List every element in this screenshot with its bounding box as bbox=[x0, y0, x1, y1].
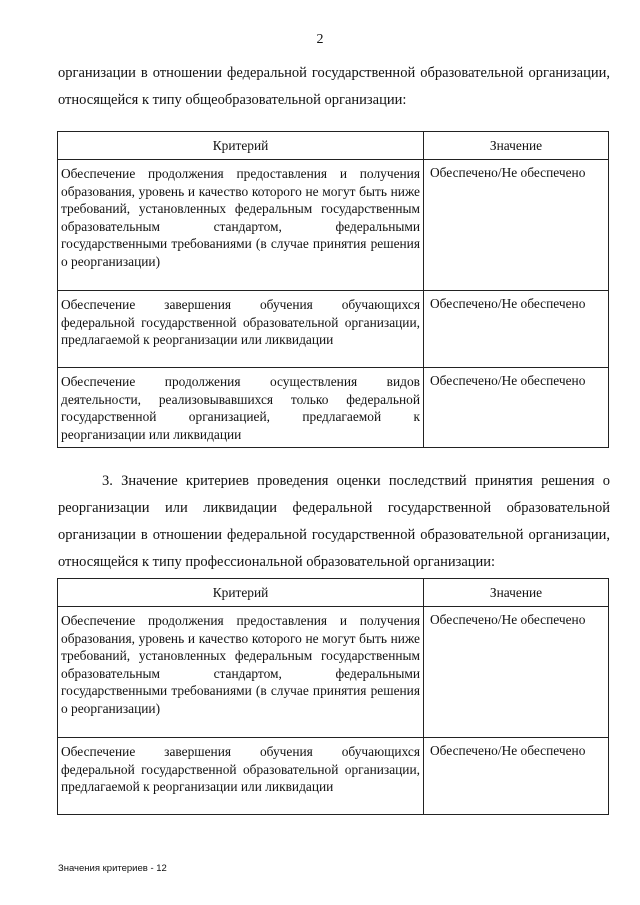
table-row bbox=[58, 160, 609, 291]
table-row bbox=[58, 607, 609, 738]
page-number: 2 bbox=[316, 32, 324, 47]
criterion-cell: Обеспечение завершения обучения обучающихся федеральной государственной образовательной организации, предлагаемой к реорганизации или ликвидации bbox=[58, 738, 424, 815]
table-row bbox=[58, 738, 609, 815]
criterion-cell: Обеспечение продолжения предоставления и получения образования, уровень и качество которого не могут быть ниже требований, установленных федеральным государственным образовательным стандартом, федеральными государственными требованиями (в случае принятия решения о реорганизации) bbox=[58, 607, 424, 738]
value-cell: Обеспечено/Не обеспечено bbox=[424, 368, 609, 448]
value-cell: Обеспечено/Не обеспечено bbox=[424, 738, 609, 815]
value-cell: Обеспечено/Не обеспечено bbox=[424, 291, 609, 368]
footer-note: Значения критериев - 12 bbox=[58, 863, 167, 874]
criterion-cell: Обеспечение завершения обучения обучающихся федеральной государственной образовательной организации, предлагаемой к реорганизации или ликвидации bbox=[58, 291, 424, 368]
table-header-row bbox=[58, 132, 609, 160]
criterion-cell: Обеспечение продолжения предоставления и получения образования, уровень и качество которого не могут быть ниже требований, установленных федеральным государственным образовательным стандартом, федеральными государственными требованиями (в случае принятия решения о реорганизации) bbox=[58, 160, 424, 291]
intro-paragraph: организации в отношении федеральной государственной образовательной организации, относящейся к типу общеобразовательной организации: bbox=[58, 65, 610, 108]
criteria-table-general bbox=[57, 131, 609, 448]
table-row bbox=[58, 291, 609, 368]
value-cell: Обеспечено/Не обеспечено bbox=[424, 607, 609, 738]
table-row bbox=[58, 368, 609, 448]
header-value: Значение bbox=[424, 579, 609, 607]
section-3-paragraph: 3. Значение критериев проведения оценки последствий принятия решения о реорганизации или ликвидации федеральной государственной образовательной организации в отношении федеральной государственной образовательной организации, относящейся к типу профессиональной образовательной организации: bbox=[58, 473, 610, 570]
value-cell: Обеспечено/Не обеспечено bbox=[424, 160, 609, 291]
header-criterion: Критерий bbox=[58, 132, 424, 160]
header-criterion: Критерий bbox=[58, 579, 424, 607]
criterion-cell: Обеспечение продолжения осуществления видов деятельности, реализовывавшихся только федеральной государственной организацией, предлагаемой к реорганизации или ликвидации bbox=[58, 368, 424, 448]
table-header-row bbox=[58, 579, 609, 607]
header-value: Значение bbox=[424, 132, 609, 160]
criteria-table-professional bbox=[57, 578, 609, 815]
